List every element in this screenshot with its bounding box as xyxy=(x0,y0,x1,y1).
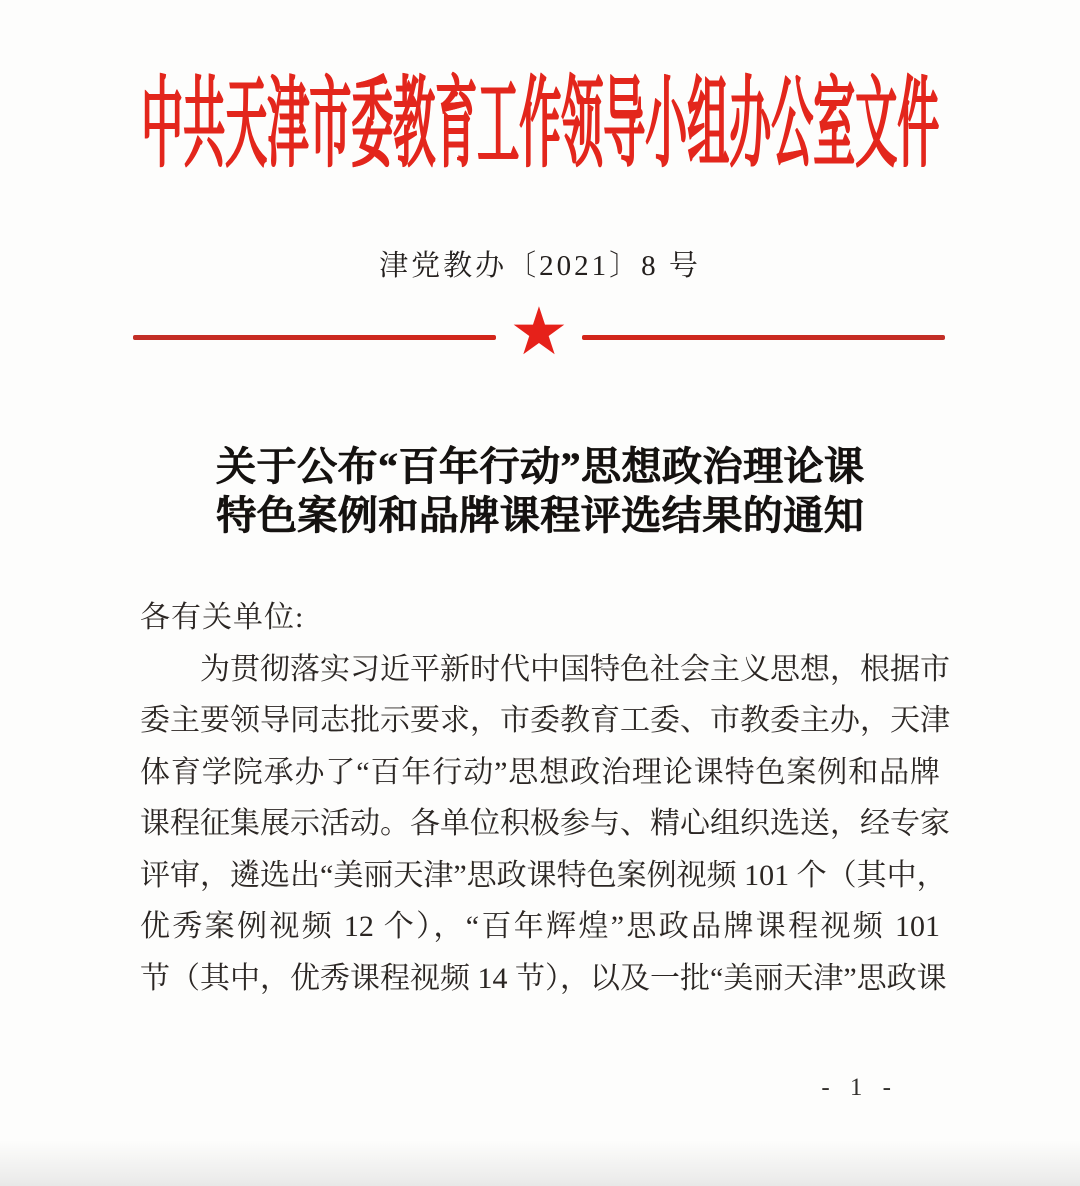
document-letterhead: 中共天津市委教育工作领导小组办公室文件 xyxy=(140,72,939,182)
body-line: 节（其中，优秀课程视频 14 节），以及一批“美丽天津”思政课 xyxy=(140,961,947,995)
body-line: 评审，遴选出“美丽天津”思政课特色案例视频 101 个（其中， xyxy=(140,858,947,892)
body-line: 体育学院承办了“百年行动”思想政治理论课特色案例和品牌 xyxy=(140,755,940,789)
document-title xyxy=(140,442,940,540)
divider-line-left xyxy=(133,335,496,340)
page-footer xyxy=(140,1074,940,1102)
divider-line-right xyxy=(582,335,945,340)
page-number: - 1 - xyxy=(821,1074,898,1101)
body-line: 委主要领导同志批示要求，市委教育工委、市教委主办，天津 xyxy=(140,704,950,737)
document-title-line1: 关于公布“百年行动”思想政治理论课 xyxy=(215,444,865,489)
document-title-line2: 特色案例和品牌课程评选结果的通知 xyxy=(216,493,864,538)
body-line: 优秀案例视频 12 个），“百年辉煌”思政品牌课程视频 101 xyxy=(140,910,940,943)
star-icon: ★ xyxy=(509,293,569,370)
header-divider xyxy=(133,293,945,370)
body-line: 为贯彻落实习近平新时代中国特色社会主义思想，根据市 xyxy=(200,652,950,686)
document-body xyxy=(140,592,950,1004)
body-line: 课程征集展示活动。各单位积极参与、精心组织选送，经专家 xyxy=(140,807,950,840)
document-number: 津党教办〔2021〕8 号 xyxy=(379,250,701,282)
salutation: 各有关单位: xyxy=(140,601,305,634)
